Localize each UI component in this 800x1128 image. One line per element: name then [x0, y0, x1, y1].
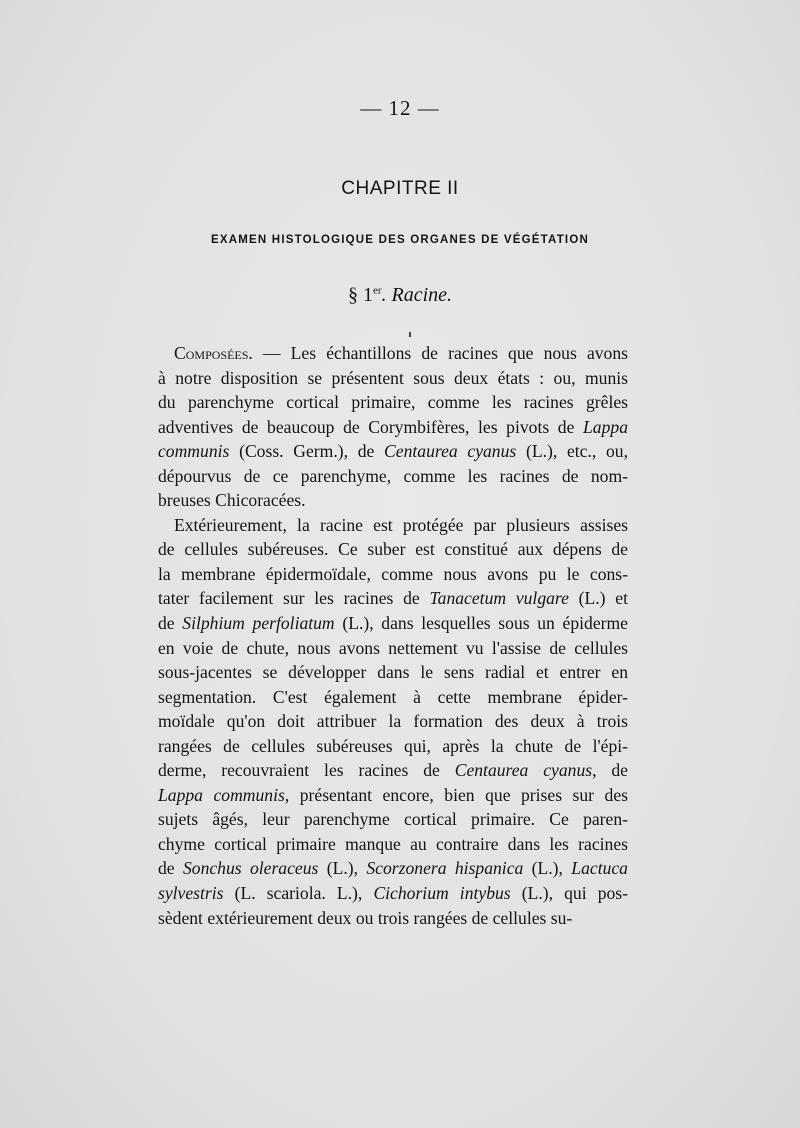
text-run: rangées de cellules subéreuses qui, après la chute de l'épi-	[158, 735, 628, 756]
text-run: — Les échantillons de racines que nous avons	[252, 343, 628, 363]
text-run: (L. scariola. L.),	[223, 883, 374, 904]
italic-run: Lactuca	[571, 858, 628, 879]
text-line	[158, 366, 628, 391]
text-run: Extérieurement, la racine est protégée par plusieurs assises	[174, 514, 628, 535]
italic-run: Lappa communis	[158, 784, 285, 805]
text-run: de	[158, 613, 183, 634]
italic-run: Cichorium intybus	[373, 883, 511, 904]
text-run: breuses Chicoracées.	[158, 490, 306, 511]
text-line	[158, 881, 628, 906]
text-run: (Coss. Germ.), de	[229, 441, 385, 462]
text-line	[158, 783, 628, 808]
section-title: . Racine.	[381, 284, 453, 306]
text-run: (L.), qui pos-	[510, 883, 629, 904]
italic-run: Tanacetum vulgare	[429, 588, 569, 609]
text-line	[158, 341, 628, 366]
chapter-title: CHAPITRE II	[341, 178, 459, 199]
text-run: , de	[592, 760, 628, 781]
text-line	[158, 439, 628, 464]
text-run: chyme cortical primaire manque au contraire dans les racines	[158, 833, 628, 854]
text-line	[158, 390, 628, 415]
text-run: sujets âgés, leur parenchyme cortical primaire. Ce paren-	[158, 809, 628, 830]
italic-run: sylvestris	[158, 883, 224, 904]
text-line	[158, 832, 628, 857]
text-run: à notre disposition se présentent sous deux états : ou, munis	[158, 367, 628, 388]
text-run: sèdent extérieurement deux ou trois rangées de cellules su-	[158, 907, 573, 928]
body-text	[158, 341, 628, 930]
text-run: moïdale qu'on doit attribuer la formation des deux à trois	[158, 711, 628, 732]
text-run: , présentant encore, bien que prises sur des	[284, 784, 628, 805]
text-line	[158, 586, 628, 611]
text-run: sous-jacentes se développer dans le sens radial et entrer en	[158, 662, 628, 683]
text-line	[158, 856, 628, 881]
section-heading	[0, 284, 800, 307]
text-line	[158, 758, 628, 783]
text-line	[158, 611, 628, 636]
section-mark-superscript: er	[372, 284, 382, 297]
text-line	[158, 636, 628, 661]
small-caps-run: Composées.	[174, 343, 253, 363]
text-run: (L.) et	[568, 588, 628, 609]
chapter-subtitle: EXAMEN HISTOLOGIQUE DES ORGANES DE VÉGÉTATION	[211, 234, 589, 246]
text-run: (L.), etc., ou,	[516, 441, 628, 462]
italic-run: Lappa	[583, 416, 628, 437]
text-line	[158, 734, 628, 759]
text-run: adventives de beaucoup de Corymbifères, les pivots de	[158, 416, 584, 437]
text-line	[158, 562, 628, 587]
text-run: dépourvus de ce parenchyme, comme les racines de nom-	[158, 465, 628, 486]
text-line	[158, 464, 628, 489]
text-run: (L.),	[523, 858, 572, 879]
ink-speck	[409, 332, 411, 337]
text-run: segmentation. C'est également à cette membrane épider-	[158, 686, 628, 707]
text-line	[158, 513, 628, 538]
italic-run: Scorzonera hispanica	[366, 858, 524, 879]
text-run: de cellules subéreuses. Ce suber est constitué aux dépens de	[158, 539, 628, 560]
text-line	[158, 660, 628, 685]
italic-run: Sonchus oleraceus	[182, 858, 319, 879]
page-number: — 12 —	[360, 96, 440, 120]
italic-run: Centaurea cyanus	[454, 760, 593, 781]
italic-run: Silphium perfoliatum	[182, 613, 335, 634]
italic-run: Centaurea cyanus	[384, 441, 517, 462]
text-run: en voie de chute, nous avons nettement vu l'assise de cellules	[158, 637, 628, 658]
text-line	[158, 685, 628, 710]
text-run: de	[158, 858, 183, 879]
section-mark: § 1	[347, 284, 373, 306]
text-line	[158, 537, 628, 562]
text-line	[158, 906, 628, 931]
text-line	[158, 415, 628, 440]
text-run: (L.),	[318, 858, 367, 879]
text-run: la membrane épidermoïdale, comme nous avons pu le cons-	[158, 563, 628, 584]
text-run: tater facilement sur les racines de	[158, 588, 430, 609]
text-run: (L.), dans lesquelles sous un épiderme	[334, 613, 628, 634]
text-line	[158, 488, 628, 513]
italic-run: communis	[158, 441, 230, 462]
text-run: du parenchyme cortical primaire, comme les racines grêles	[158, 392, 628, 413]
text-line	[158, 709, 628, 734]
text-run: derme, recouvraient les racines de	[158, 760, 455, 781]
text-line	[158, 807, 628, 832]
